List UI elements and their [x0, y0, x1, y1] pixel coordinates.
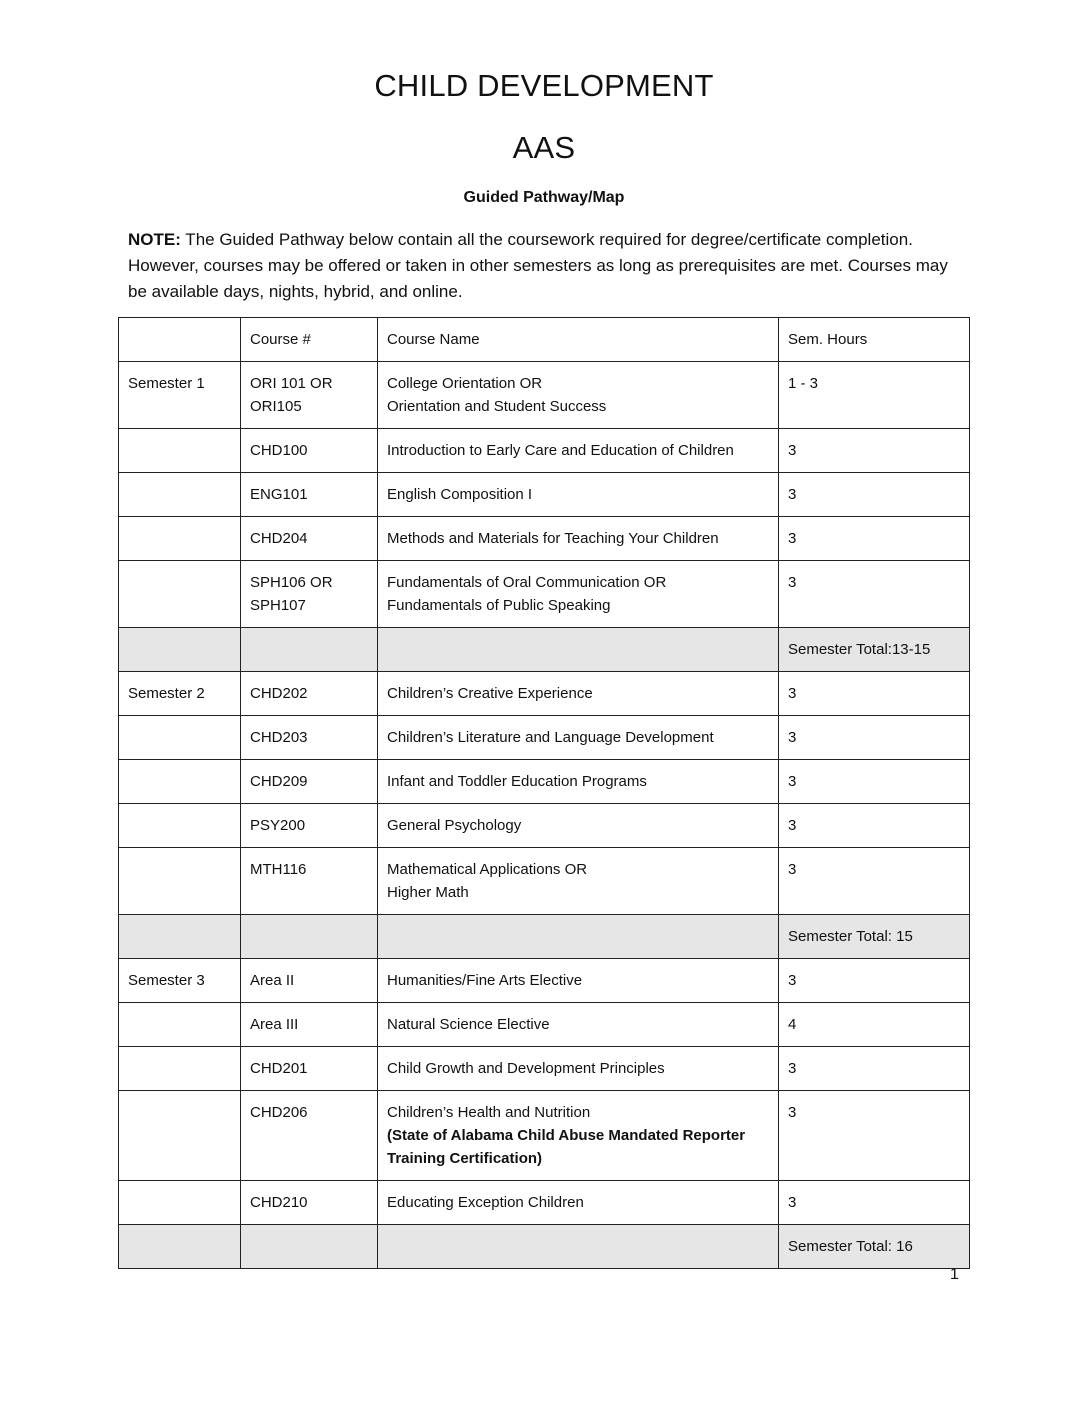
course-number: PSY200 — [250, 817, 306, 834]
course-number-cell — [241, 848, 378, 915]
course-name: College Orientation OR — [387, 375, 543, 392]
course-number: Area III — [250, 1016, 299, 1033]
header-cell-course-number: Course # — [241, 318, 378, 362]
course-name-cell — [378, 517, 779, 561]
table-row — [119, 1091, 970, 1181]
semester-cell — [119, 716, 241, 760]
semester-cell — [119, 760, 241, 804]
semester-total-cell: Semester Total: 16 — [779, 1225, 970, 1269]
course-number-cell — [241, 473, 378, 517]
course-number-cell — [241, 1181, 378, 1225]
course-name: English Composition I — [387, 486, 533, 503]
table-row — [119, 429, 970, 473]
course-name-cell — [378, 716, 779, 760]
header-cell-semester — [119, 318, 241, 362]
course-number: CHD204 — [250, 530, 308, 547]
course-number: ENG101 — [250, 486, 308, 503]
course-name: Educating Exception Children — [387, 1194, 584, 1211]
course-number-cell — [241, 1225, 378, 1269]
course-name-cell — [378, 1047, 779, 1091]
course-number: CHD100 — [250, 442, 308, 459]
course-number: SPH107 — [250, 597, 306, 614]
semester-total-row — [119, 1225, 970, 1269]
course-name-cell — [378, 760, 779, 804]
sem-hours-cell: 4 — [779, 1003, 970, 1047]
table-row — [119, 848, 970, 915]
table-header-row — [119, 318, 970, 362]
course-number-cell — [241, 760, 378, 804]
semester-cell — [119, 848, 241, 915]
course-name-cell — [378, 672, 779, 716]
semester-cell — [119, 429, 241, 473]
sem-hours-cell: 3 — [779, 1091, 970, 1181]
course-name-cell — [378, 362, 779, 429]
semester-total-cell: Semester Total:13-15 — [779, 628, 970, 672]
sem-hours-cell: 3 — [779, 760, 970, 804]
sem-hours-cell: 3 — [779, 716, 970, 760]
semester-cell — [119, 628, 241, 672]
semester-cell — [119, 1225, 241, 1269]
course-number-cell — [241, 716, 378, 760]
course-name: Orientation and Student Success — [387, 398, 607, 415]
course-number-cell — [241, 804, 378, 848]
course-name-cell — [378, 1181, 779, 1225]
course-name: Humanities/Fine Arts Elective — [387, 972, 583, 989]
semester-total-row — [119, 628, 970, 672]
course-number-cell — [241, 517, 378, 561]
semester-cell — [119, 517, 241, 561]
sem-hours-cell: 3 — [779, 959, 970, 1003]
semester-cell — [119, 473, 241, 517]
course-number-cell — [241, 959, 378, 1003]
table-row — [119, 362, 970, 429]
sem-hours-cell: 3 — [779, 517, 970, 561]
course-number: CHD210 — [250, 1194, 308, 1211]
course-number-cell — [241, 1091, 378, 1181]
sem-hours-cell: 1 - 3 — [779, 362, 970, 429]
course-number: CHD201 — [250, 1060, 308, 1077]
table-row — [119, 473, 970, 517]
course-number-cell — [241, 561, 378, 628]
table-row — [119, 760, 970, 804]
header-cell-course-name: Course Name — [378, 318, 779, 362]
document-title: CHILD DEVELOPMENT — [374, 68, 714, 103]
page-number: 1 — [950, 1266, 959, 1283]
course-number-cell — [241, 628, 378, 672]
table-row — [119, 1047, 970, 1091]
document-subtitle: Guided Pathway/Map — [463, 189, 625, 206]
course-name: Children’s Health and Nutrition — [387, 1104, 591, 1121]
course-number: CHD203 — [250, 729, 308, 746]
note-label: NOTE: — [128, 230, 181, 249]
sem-hours-cell: 3 — [779, 672, 970, 716]
header-cell-sem-hours: Sem. Hours — [779, 318, 970, 362]
course-name: Methods and Materials for Teaching Your Children — [387, 530, 719, 547]
sem-hours-cell: 3 — [779, 804, 970, 848]
table-row — [119, 1181, 970, 1225]
course-name: Children’s Creative Experience — [387, 685, 593, 702]
table-row — [119, 561, 970, 628]
course-name-cell — [378, 1091, 779, 1181]
degree-type: AAS — [512, 130, 576, 165]
course-name-cell — [378, 915, 779, 959]
course-name-cell — [378, 848, 779, 915]
course-name-note: (State of Alabama Child Abuse Mandated Reporter Training Certification) — [387, 1127, 746, 1167]
course-name: Child Growth and Development Principles — [387, 1060, 665, 1077]
table-row — [119, 804, 970, 848]
course-number: ORI105 — [250, 398, 302, 415]
course-name: Mathematical Applications OR — [387, 861, 588, 878]
course-number-cell — [241, 1047, 378, 1091]
sem-hours-cell: 3 — [779, 473, 970, 517]
course-number-cell — [241, 672, 378, 716]
table-row — [119, 716, 970, 760]
course-number: CHD209 — [250, 773, 308, 790]
semester-cell — [119, 1003, 241, 1047]
semester-cell — [119, 804, 241, 848]
sem-hours-cell: 3 — [779, 561, 970, 628]
table-row — [119, 517, 970, 561]
course-number-cell — [241, 362, 378, 429]
sem-hours-cell: 3 — [779, 1181, 970, 1225]
course-number: MTH116 — [250, 861, 307, 878]
table-row — [119, 959, 970, 1003]
course-name-cell — [378, 1003, 779, 1047]
course-name: Fundamentals of Oral Communication OR — [387, 574, 667, 591]
table-row — [119, 672, 970, 716]
course-number: SPH106 OR — [250, 574, 333, 591]
semester-cell: Semester 1 — [119, 362, 241, 429]
course-name: Higher Math — [387, 884, 469, 901]
course-number: Area II — [250, 972, 295, 989]
note-paragraph — [128, 227, 968, 305]
note-text: The Guided Pathway below contain all the coursework required for degree/certificate completion. However, courses may be offered or taken in other semesters as long as prerequisites are met. Courses may be available days, nights, hybrid, and online. — [128, 230, 948, 301]
semester-cell — [119, 915, 241, 959]
semester-cell — [119, 1181, 241, 1225]
course-name-cell — [378, 473, 779, 517]
semester-cell — [119, 1047, 241, 1091]
semester-total-row — [119, 915, 970, 959]
course-name-cell — [378, 429, 779, 473]
course-number-cell — [241, 429, 378, 473]
course-name-cell — [378, 804, 779, 848]
sem-hours-cell: 3 — [779, 848, 970, 915]
course-name: Fundamentals of Public Speaking — [387, 597, 611, 614]
course-name: Children’s Literature and Language Development — [387, 729, 714, 746]
sem-hours-cell: 3 — [779, 429, 970, 473]
course-number: CHD206 — [250, 1104, 308, 1121]
course-table-body — [119, 318, 970, 1269]
course-name: General Psychology — [387, 817, 522, 834]
semester-cell — [119, 1091, 241, 1181]
sem-hours-cell: 3 — [779, 1047, 970, 1091]
course-name: Natural Science Elective — [387, 1016, 550, 1033]
course-table — [118, 317, 970, 1269]
course-name-cell — [378, 1225, 779, 1269]
course-name: Introduction to Early Care and Education of Children — [387, 442, 734, 459]
table-row — [119, 1003, 970, 1047]
course-number-cell — [241, 1003, 378, 1047]
course-number: ORI 101 OR — [250, 375, 333, 392]
course-number-cell — [241, 915, 378, 959]
course-name-cell — [378, 561, 779, 628]
semester-cell: Semester 2 — [119, 672, 241, 716]
semester-cell — [119, 561, 241, 628]
semester-cell: Semester 3 — [119, 959, 241, 1003]
course-name-cell — [378, 959, 779, 1003]
course-name-cell — [378, 628, 779, 672]
course-name: Infant and Toddler Education Programs — [387, 773, 647, 790]
course-number: CHD202 — [250, 685, 308, 702]
semester-total-cell: Semester Total: 15 — [779, 915, 970, 959]
